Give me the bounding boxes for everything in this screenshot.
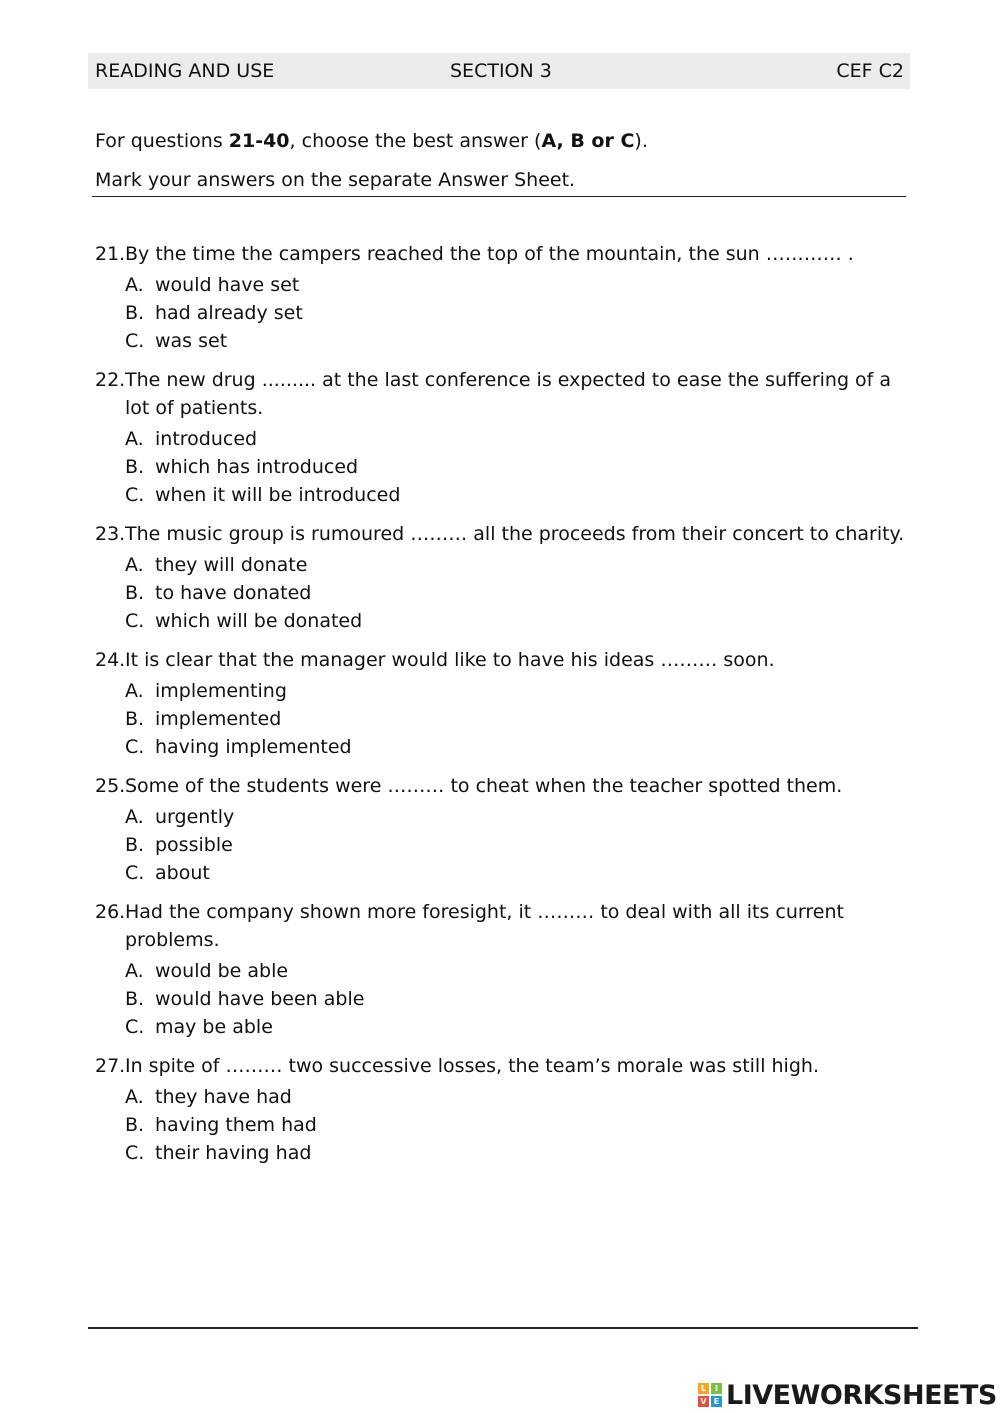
answer-option[interactable] — [125, 607, 910, 635]
answer-option[interactable] — [125, 579, 910, 607]
answer-option[interactable] — [125, 327, 910, 355]
divider-bottom — [88, 1327, 918, 1329]
answer-options — [125, 425, 910, 509]
option-text: had already set — [155, 302, 303, 324]
liveworksheets-logo — [698, 1378, 997, 1412]
header-left: READING AND USE — [95, 60, 275, 82]
option-letter: B. — [125, 456, 145, 478]
question-27 — [95, 1052, 910, 1167]
option-text: their having had — [155, 1142, 312, 1164]
option-letter: A. — [125, 274, 144, 296]
logo-tile: I — [711, 1383, 722, 1394]
question-stem — [95, 240, 910, 268]
option-text: would be able — [155, 960, 289, 982]
answer-option[interactable] — [125, 985, 910, 1013]
answer-option[interactable] — [125, 453, 910, 481]
header-bar — [88, 53, 910, 89]
answer-option[interactable] — [125, 1083, 910, 1111]
logo-text: LIVEWORKSHEETS — [726, 1379, 997, 1411]
question-text: The music group is rumoured ……… all the proceeds from their concert to charity. — [125, 523, 905, 545]
option-letter: A. — [125, 806, 144, 828]
answer-option[interactable] — [125, 271, 910, 299]
option-letter: A. — [125, 960, 144, 982]
question-stem — [95, 646, 910, 674]
question-number: 23. — [95, 523, 126, 545]
answer-option[interactable] — [125, 1139, 910, 1167]
answer-options — [125, 803, 910, 887]
question-text: Some of the students were ……… to cheat when the teacher spotted them. — [125, 775, 843, 797]
option-text: which will be donated — [155, 610, 363, 632]
question-list — [95, 240, 910, 1178]
option-letter: B. — [125, 582, 145, 604]
option-text: which has introduced — [155, 456, 359, 478]
question-number: 21. — [95, 243, 126, 265]
question-26 — [95, 898, 910, 1041]
question-stem — [95, 772, 910, 800]
answer-option[interactable] — [125, 1013, 910, 1041]
answer-options — [125, 1083, 910, 1167]
answer-option[interactable] — [125, 705, 910, 733]
answer-option[interactable] — [125, 803, 910, 831]
option-text: urgently — [155, 806, 235, 828]
option-text: they will donate — [155, 554, 308, 576]
option-text: would have set — [155, 274, 300, 296]
option-text: when it will be introduced — [155, 484, 401, 506]
option-letter: B. — [125, 834, 145, 856]
option-text: having implemented — [155, 736, 352, 758]
option-letter: B. — [125, 302, 145, 324]
answer-option[interactable] — [125, 677, 910, 705]
option-text: introduced — [155, 428, 258, 450]
option-text: would have been able — [155, 988, 365, 1010]
header-right: CEF C2 — [836, 60, 904, 82]
question-text: By the time the campers reached the top of the mountain, the sun ………… . — [125, 243, 854, 265]
answer-option[interactable] — [125, 425, 910, 453]
question-stem — [95, 1052, 910, 1080]
question-stem — [95, 520, 910, 548]
answer-option[interactable] — [125, 1111, 910, 1139]
option-letter: A. — [125, 554, 144, 576]
option-text: having them had — [155, 1114, 317, 1136]
answer-option[interactable] — [125, 299, 910, 327]
logo-tile: V — [698, 1396, 709, 1407]
option-letter: C. — [125, 1142, 145, 1164]
answer-option[interactable] — [125, 957, 910, 985]
answer-options — [125, 271, 910, 355]
answer-option[interactable] — [125, 551, 910, 579]
question-text: It is clear that the manager would like to have his ideas ……… soon. — [125, 649, 775, 671]
answer-options — [125, 957, 910, 1041]
question-24 — [95, 646, 910, 761]
option-letter: C. — [125, 610, 145, 632]
option-letter: A. — [125, 680, 144, 702]
question-21 — [95, 240, 910, 355]
logo-tile: L — [698, 1383, 709, 1394]
option-letter: C. — [125, 330, 145, 352]
option-text: they have had — [155, 1086, 292, 1108]
option-letter: B. — [125, 1114, 145, 1136]
answer-options — [125, 551, 910, 635]
logo-tile: E — [711, 1396, 722, 1407]
question-23 — [95, 520, 910, 635]
option-text: to have donated — [155, 582, 312, 604]
divider-top — [92, 196, 906, 197]
option-text: implemented — [155, 708, 282, 730]
option-text: about — [155, 862, 210, 884]
question-22 — [95, 366, 910, 509]
option-letter: C. — [125, 736, 145, 758]
question-stem — [95, 898, 910, 954]
option-letter: A. — [125, 428, 144, 450]
question-stem — [95, 366, 910, 422]
question-text: Had the company shown more foresight, it ……… to deal with all its current problems. — [125, 901, 844, 951]
question-text: The new drug ......... at the last conference is expected to ease the suffering of a lot of patients. — [125, 369, 892, 419]
answer-option[interactable] — [125, 831, 910, 859]
header-middle: SECTION 3 — [450, 60, 552, 82]
question-number: 26. — [95, 901, 126, 923]
option-text: possible — [155, 834, 233, 856]
answer-option[interactable] — [125, 481, 910, 509]
question-text: In spite of ……… two successive losses, the team’s morale was still high. — [125, 1055, 819, 1077]
answer-option[interactable] — [125, 859, 910, 887]
question-25 — [95, 772, 910, 887]
question-number: 25. — [95, 775, 126, 797]
logo-mark-icon — [698, 1383, 722, 1407]
option-text: was set — [155, 330, 228, 352]
question-number: 24. — [95, 649, 126, 671]
option-letter: C. — [125, 484, 145, 506]
option-text: implementing — [155, 680, 287, 702]
option-letter: B. — [125, 708, 145, 730]
option-letter: B. — [125, 988, 145, 1010]
answer-option[interactable] — [125, 733, 910, 761]
option-letter: A. — [125, 1086, 144, 1108]
question-number: 22. — [95, 369, 126, 391]
instructions-line-1: For questions 21-40, choose the best answer (A, B or C). — [95, 130, 648, 152]
answer-options — [125, 677, 910, 761]
option-letter: C. — [125, 862, 145, 884]
option-text: may be able — [155, 1016, 273, 1038]
question-number: 27. — [95, 1055, 126, 1077]
option-letter: C. — [125, 1016, 145, 1038]
instructions-line-2: Mark your answers on the separate Answer Sheet. — [95, 169, 576, 191]
